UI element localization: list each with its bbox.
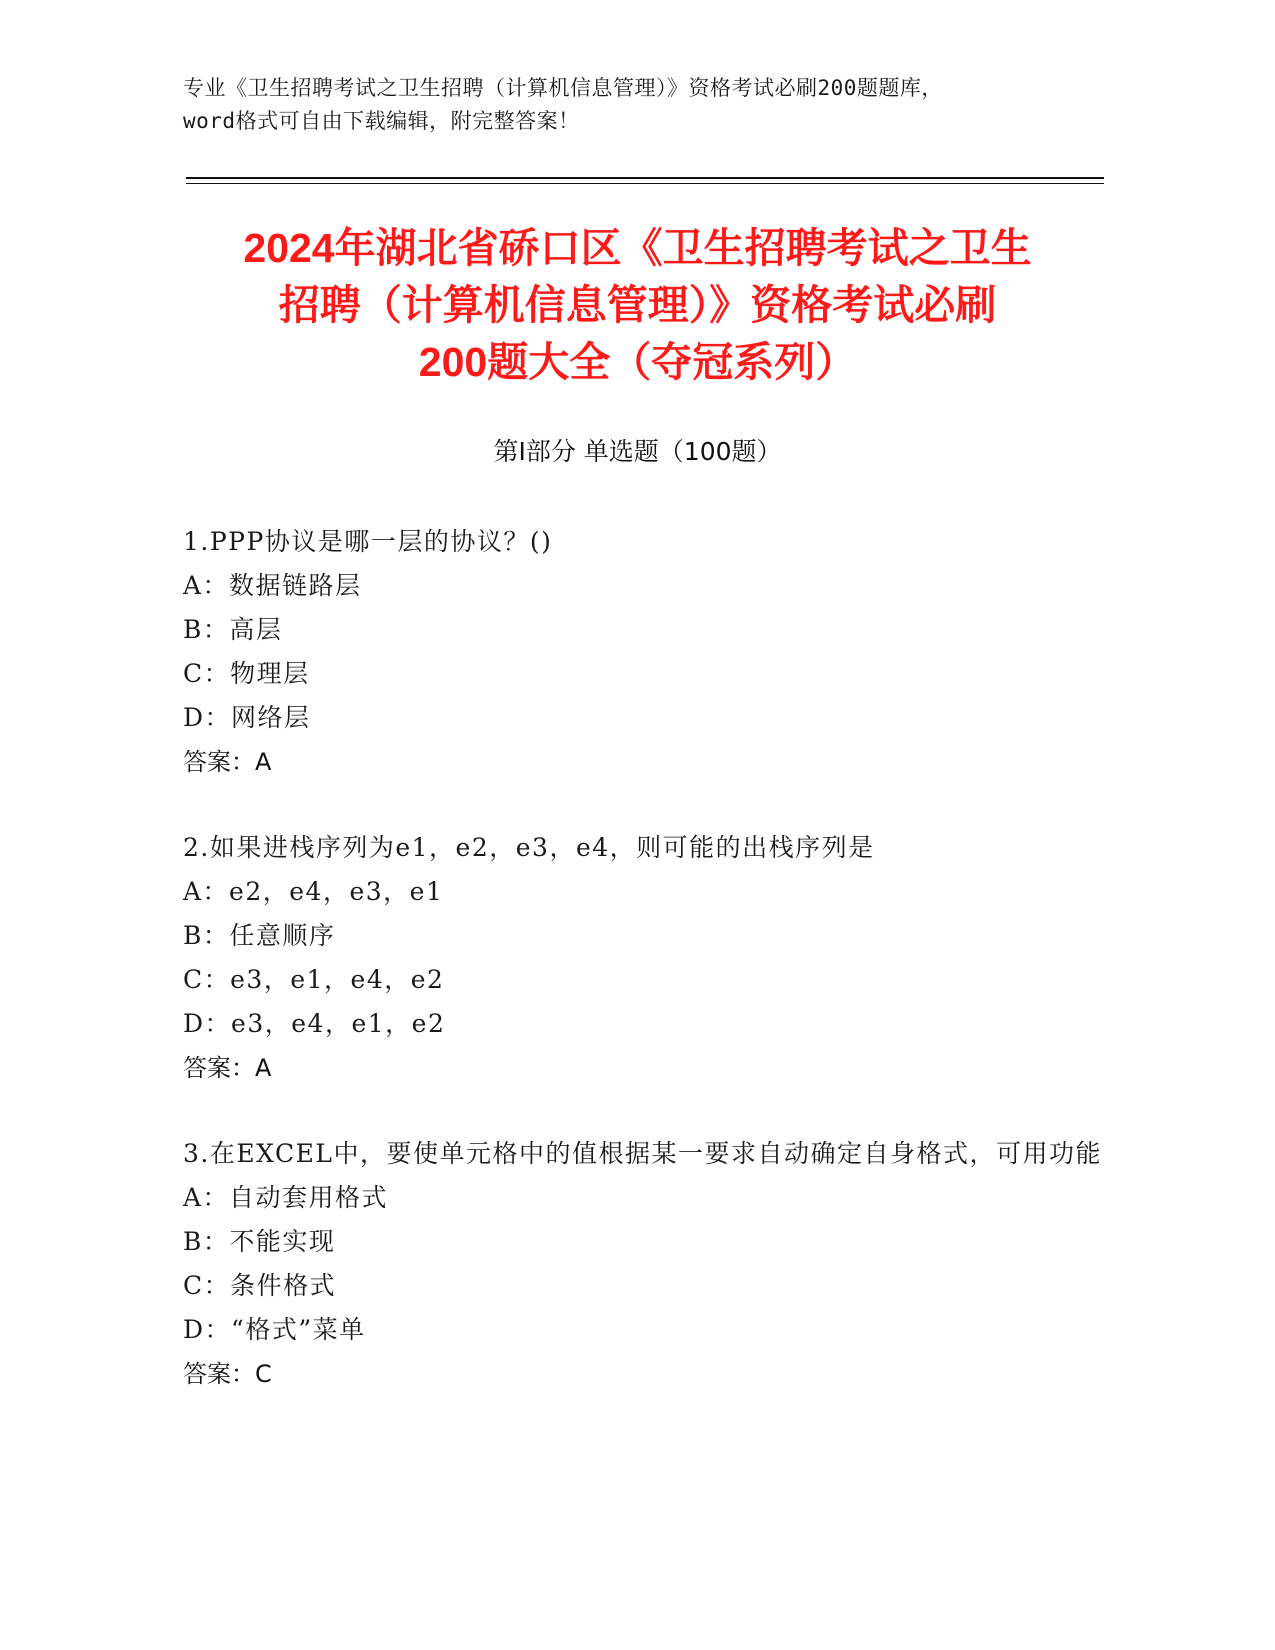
option-b: B：任意顺序 [183, 921, 336, 950]
question-item [183, 826, 1103, 1090]
question-stem: 3.在EXCEL中，要使单元格中的值根据某一要求自动确定自身格式，可用功能 [183, 1139, 1102, 1168]
header-note-line-2: word格式可自由下载编辑，附完整答案！ [183, 109, 580, 133]
option-b: B：不能实现 [183, 1227, 336, 1256]
header-rule-thin [186, 183, 1104, 184]
document-title [150, 220, 1125, 391]
answer-line: 答案：C [183, 1360, 272, 1388]
title-line-2: 招聘（计算机信息管理）》资格考试必刷 [278, 282, 997, 328]
question-item [183, 520, 1103, 784]
option-a: A：数据链路层 [183, 571, 362, 600]
answer-line: 答案：A [183, 748, 272, 776]
header-note [183, 72, 1103, 138]
option-c: C：物理层 [183, 659, 310, 688]
option-d: D：e3，e4，e1，e2 [183, 1009, 446, 1038]
question-item [183, 1132, 1103, 1396]
title-line-3: 200题大全（夺冠系列） [418, 339, 857, 385]
section-heading: 第Ⅰ部分 单选题（100题） [493, 437, 782, 466]
option-d: D：“格式”菜单 [183, 1315, 366, 1344]
question-stem: 2.如果进栈序列为e1，e2，e3，e4，则可能的出栈序列是 [183, 833, 875, 862]
question-list [183, 520, 1103, 1438]
header-rule-thick [186, 177, 1104, 179]
header-note-line-1: 专业《卫生招聘考试之卫生招聘（计算机信息管理）》资格考试必刷200题题库， [183, 76, 943, 100]
answer-line: 答案：A [183, 1054, 272, 1082]
option-a: A：e2，e4，e3，e1 [183, 877, 444, 906]
option-a: A：自动套用格式 [183, 1183, 389, 1212]
title-line-1: 2024年湖北省硚口区《卫生招聘考试之卫生 [243, 225, 1032, 271]
option-c: C：e3，e1，e4，e2 [183, 965, 445, 994]
option-c: C：条件格式 [183, 1271, 337, 1300]
option-b: B：高层 [183, 615, 283, 644]
option-d: D：网络层 [183, 703, 311, 732]
question-stem: 1.PPP协议是哪一层的协议？() [183, 527, 553, 556]
